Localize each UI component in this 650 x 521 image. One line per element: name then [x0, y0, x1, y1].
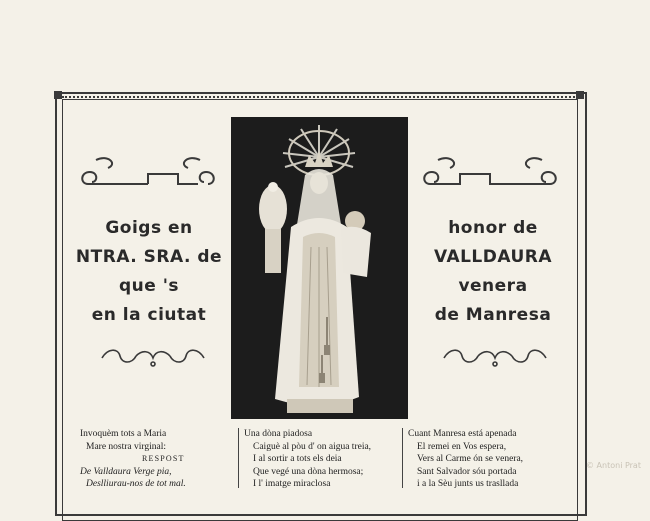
copyright-credit: © Antoni Prat: [586, 461, 641, 470]
title-right: [408, 214, 578, 330]
title-left: [64, 214, 234, 330]
virgin-statue-photo: [231, 117, 408, 419]
ornament-flourish-right: [420, 154, 560, 196]
title-right-line: honor de: [448, 218, 538, 238]
frame-corner: [576, 91, 584, 99]
verse-line: i a la Sèu junts us trasllada: [417, 479, 519, 490]
verse-line: Una dòna piadosa: [244, 429, 313, 439]
title-left-line: NTRA. SRA. de: [75, 247, 223, 267]
verse-line: Vers al Carme ón se venera,: [417, 454, 524, 465]
verse-line: Sant Salvador sóu portada: [417, 466, 517, 477]
frame-dotted-rule: [62, 96, 578, 98]
title-right-line: de Manresa: [434, 305, 552, 325]
verse-column-3: [408, 428, 523, 491]
verse-column-1: [80, 428, 186, 491]
title-left-line: en la ciutat: [91, 305, 207, 325]
column-divider: [238, 428, 239, 488]
verse-line: De Valldaura Verge pia,: [80, 466, 172, 477]
verse-line: I al sortir a tots els deia: [253, 454, 342, 465]
title-right-line: venera: [458, 276, 528, 296]
verse-line: Invoquèm tots a Maria: [80, 429, 167, 439]
column-divider: [402, 428, 403, 488]
verse-line: Que vegé una dòna hermosa;: [253, 466, 364, 477]
verse-line: Cuant Manresa está apenada: [408, 429, 517, 439]
statue-illustration: [231, 117, 408, 419]
verse-line: Deslliurau-nos de tot mal.: [86, 479, 186, 490]
title-left-line: que 's: [118, 276, 180, 296]
title-left-line: Goigs en: [105, 218, 193, 238]
frame-corner: [54, 91, 62, 99]
verse-line: I l' imatge miraclosa: [253, 479, 331, 490]
verse-line: El remei en Vos espera,: [417, 441, 507, 452]
verse-line: Caiguè al pòu d' on aigua treia,: [253, 441, 372, 452]
verse-column-2: [244, 428, 371, 491]
title-right-line: VALLDAURA: [433, 247, 553, 267]
ornament-scroll-left: [98, 346, 208, 370]
ornament-flourish-left: [78, 154, 218, 196]
ornament-scroll-right: [440, 346, 550, 370]
verse-line: Mare nostra virginal:: [86, 441, 167, 452]
refrain-label: RESPOST: [142, 454, 185, 464]
